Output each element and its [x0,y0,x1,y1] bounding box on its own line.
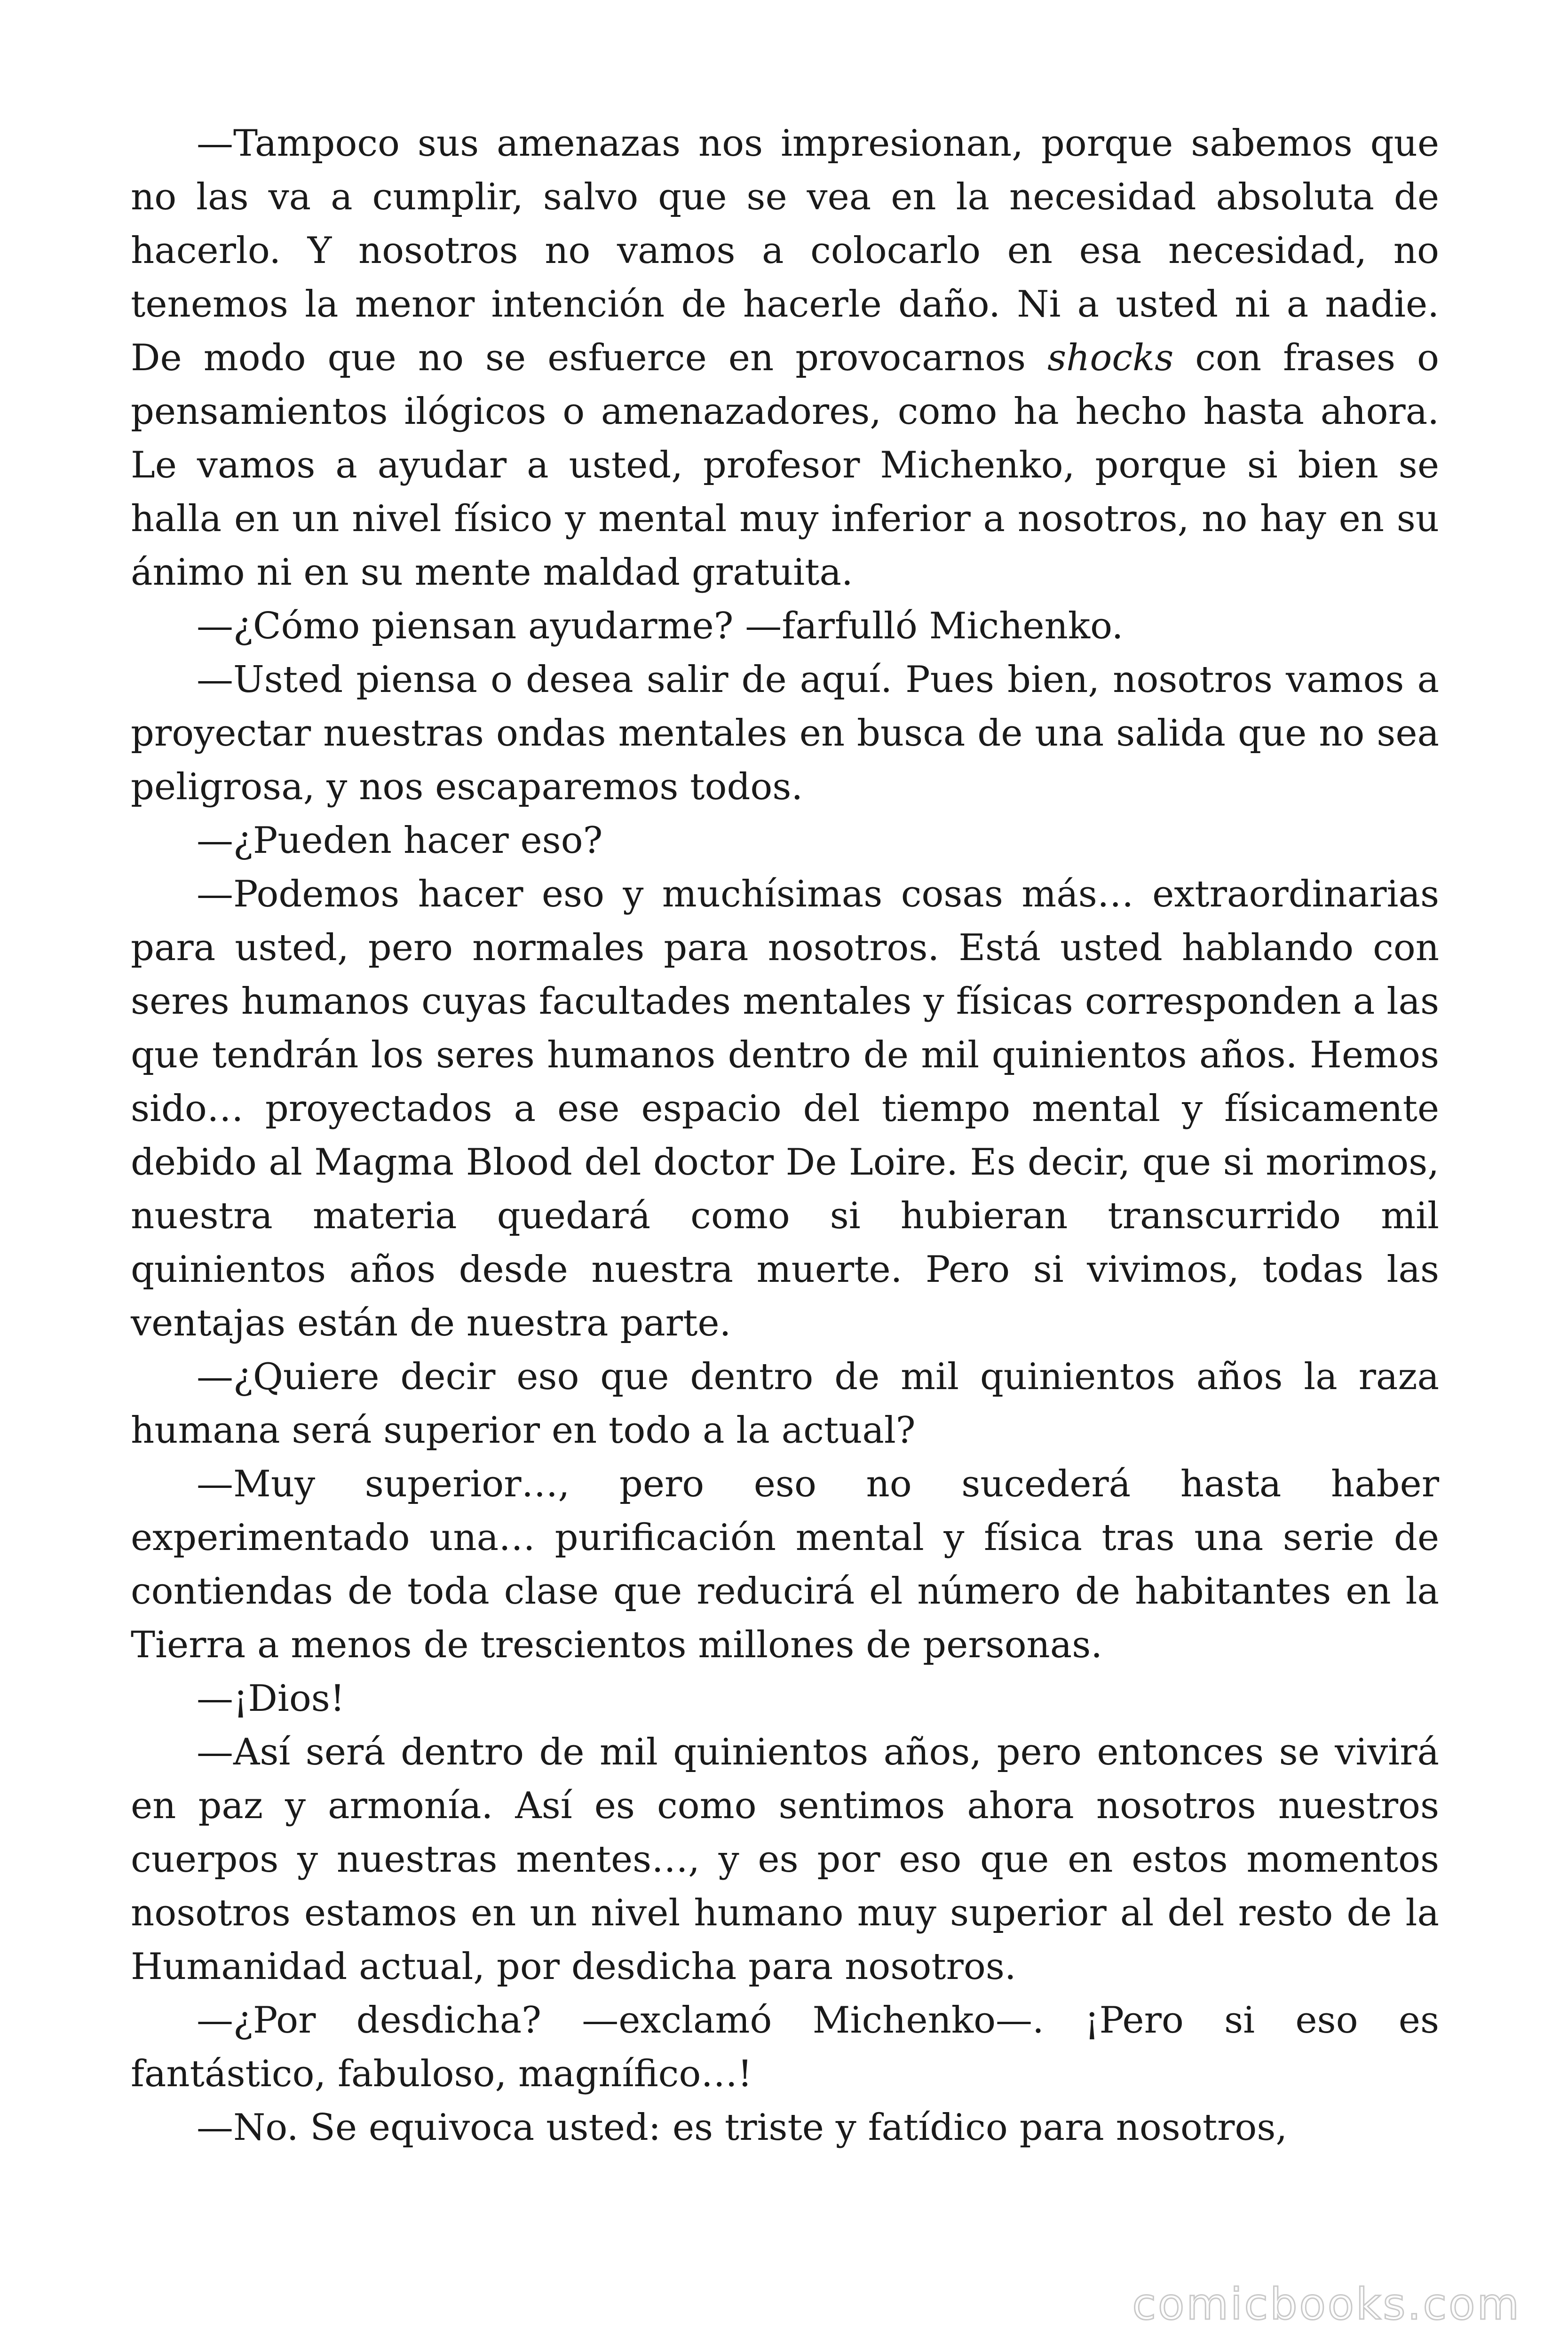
body-text [131,117,1439,2154]
paragraph: —¿Cómo piensan ayudarme? —farfulló Michenko. [197,605,1124,647]
paragraph: —Así será dentro de mil quinientos años, pero entonces se vivirá en paz y armonía. Así es como sentimos ahora nosotros nuestros cuerpos y nuestras mentes…, y es por eso que en estos momentos nosotros estamos en un nivel humano muy superior al del resto de la Humanidad actual, por desdicha para nosotros. [131,1731,1439,1988]
paragraph-text-start: —Tampoco sus amenazas nos impresionan, porque sabemos que no las va a cumplir, salvo que se vea en la necesidad absoluta de hacerlo. Y nosotros no vamos a colocarlo en esa necesidad, no tenemos la menor intención de hacerle daño. Ni a usted ni a nadie. De modo que no se esfuerce en provocarnos [131,122,1439,379]
paragraph: —Muy superior…, pero eso no sucederá hasta haber experimentado una… purificación mental y física tras una serie de contiendas de toda clase que reducirá el número de habitantes en la Tierra a menos de trescientos millones de personas. [131,1463,1439,1666]
watermark: comicbooks.com [1132,2279,1521,2329]
paragraph: —¿Por desdicha? —exclamó Michenko—. ¡Pero si eso es fantástico, fabuloso, magnífico…! [131,1999,1439,2095]
paragraph: —¿Quiere decir eso que dentro de mil quinientos años la raza humana será superior en todo a la actual? [131,1356,1439,1452]
paragraph: —Usted piensa o desea salir de aquí. Pues bien, nosotros vamos a proyectar nuestras ondas mentales en busca de una salida que no sea peligrosa, y nos escaparemos todos. [131,659,1439,808]
paragraph: —¡Dios! [197,1677,345,1720]
paragraph-text-end: con frases o pensamientos ilógicos o amenazadores, como ha hecho hasta ahora. Le vamos a ayudar a usted, profesor Michenko, porque si bien se halla en un nivel físico y mental muy inferior a nosotros, no hay en su ánimo ni en su mente maldad gratuita. [131,337,1439,594]
paragraph [131,117,1439,599]
paragraph: —¿Pueden hacer eso? [197,819,603,862]
paragraph: —Podemos hacer eso y muchísimas cosas más… extraordinarias para usted, pero normales para nosotros. Está usted hablando con seres humanos cuyas facultades mentales y físicas corresponden a las que tendrán los seres humanos dentro de mil quinientos años. Hemos sido… proyectados a ese espacio del tiempo mental y físicamente debido al Magma Blood del doctor De Loire. Es decir, que si morimos, nuestra materia quedará como si hubieran transcurrido mil quinientos años desde nuestra muerte. Pero si vivimos, todas las ventajas están de nuestra parte. [131,873,1439,1344]
italic-word: shocks [1047,337,1174,379]
paragraph: —No. Se equivoca usted: es triste y fatídico para nosotros, [197,2106,1288,2149]
